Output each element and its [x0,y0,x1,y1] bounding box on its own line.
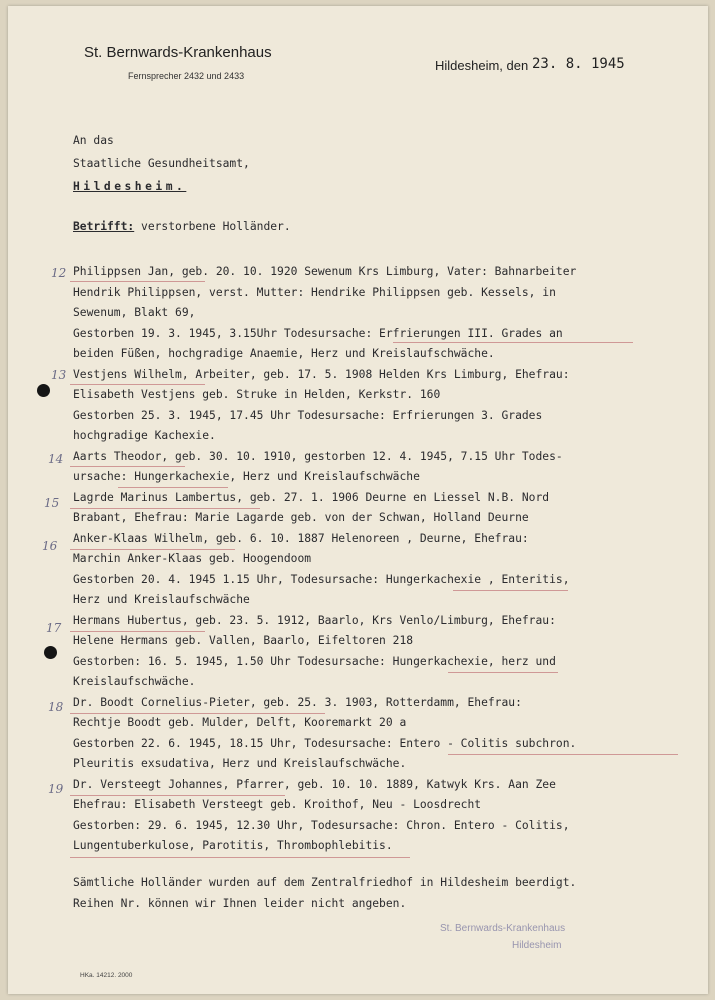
pencil-underline [453,590,568,591]
pencil-underline [70,508,260,509]
hospital-stamp [440,920,565,954]
pencil-underline [70,466,185,467]
margin-number: 15 [44,496,60,510]
entry-line: Rechtje Boodt geb. Mulder, Delft, Kooremarkt 20 a [73,716,407,729]
entry-line: Dr. Versteegt Johannes, Pfarrer, geb. 10. 10. 1889, Katwyk Krs. Aan Zee [73,777,556,791]
entry-line: Elisabeth Vestjens geb. Struke in Helden, Kerkstr. 160 [73,388,441,401]
form-footer-code: HKa. 14212. 2000 [80,972,133,979]
entry-line: Gestorben 25. 3. 1945, 17.45 Uhr Todesursache: Erfrierungen 3. Grades [73,408,543,422]
pencil-underline [70,857,410,858]
subject-line [73,220,291,233]
entry-line: Vestjens Wilhelm, Arbeiter, geb. 17. 5. 1908 Helden Krs Limburg, Ehefrau: [73,367,570,381]
entry-line: Gestorben 19. 3. 1945, 3.15Uhr Todesursache: Erfrierungen III. Grades an [73,326,563,340]
margin-number: 13 [51,368,67,382]
entry-line: Sewenum, Blakt 69, [73,306,196,319]
margin-number: 19 [48,782,64,796]
entry-line: Anker-Klaas Wilhelm, geb. 6. 10. 1887 Helenoreen , Deurne, Ehefrau: [73,531,529,545]
entry-line: Hendrik Philippsen, verst. Mutter: Hendrike Philippsen geb. Kessels, in [73,285,556,299]
closing-paragraph [73,872,703,914]
entry-line: Hermans Hubertus, geb. 23. 5. 1912, Baarlo, Krs Venlo/Limburg, Ehefrau: [73,613,556,627]
letterhead-phone: Fernsprecher 2432 und 2433 [128,71,245,81]
entry-line: Gestorben 22. 6. 1945, 18.15 Uhr, Todesursache: Entero - Colitis subchron. [73,736,577,750]
entry-line: Gestorben: 29. 6. 1945, 12.30 Uhr, Todesursache: Chron. Entero - Colitis, [73,818,570,832]
pencil-underline [448,672,558,673]
pencil-underline [70,384,205,385]
entries-list [73,262,703,857]
margin-number: 14 [48,452,64,466]
pencil-underline [70,631,205,632]
entry [73,447,703,488]
letterhead-city: Hildesheim, den [435,58,529,73]
pencil-underline [70,281,205,282]
pencil-underline [70,795,285,796]
entry-line: Helene Hermans geb. Vallen, Baarlo, Eifeltoren 218 [73,634,414,647]
letterhead-name: St. Bernwards-Krankenhaus [84,44,272,61]
document-page [8,6,708,994]
entry [73,529,703,611]
pencil-underline [70,713,325,714]
recipient-line-3: Hildesheim. [73,180,187,193]
margin-number: 18 [48,700,64,714]
pencil-underline [448,754,678,755]
stamp-line-2: Hildesheim [512,940,562,951]
margin-number: 17 [46,621,62,635]
entry-line: Herz und Kreislaufschwäche [73,593,250,606]
entry-line: Gestorben: 16. 5. 1945, 1.50 Uhr Todesursache: Hungerkachexie, herz und [73,654,556,668]
entry-line: Dr. Boodt Cornelius-Pieter, geb. 25. 3. 1903, Rotterdamm, Ehefrau: [73,695,522,709]
punch-hole [37,384,50,397]
subject-text: verstorbene Holländer. [134,220,291,233]
subject-label: Betrifft: [73,220,135,233]
pencil-underline [118,487,228,488]
entry [73,611,703,693]
entry-line: Pleuritis exsudativa, Herz und Kreislaufschwäche. [73,757,407,770]
letterhead-date: 23. 8. 1945 [532,56,625,72]
margin-number: 12 [51,266,67,280]
closing-line: Sämtliche Holländer wurden auf dem Zentralfriedhof in Hildesheim beerdigt. [73,876,577,889]
entry-line: Brabant, Ehefrau: Marie Lagarde geb. von der Schwan, Holland Deurne [73,511,529,524]
punch-hole [44,646,57,659]
entry [73,775,703,857]
entry-line: Aarts Theodor, geb. 30. 10. 1910, gestorben 12. 4. 1945, 7.15 Uhr Todes- [73,449,563,463]
entry-line: Kreislaufschwäche. [73,675,196,688]
entry-line: hochgradige Kachexie. [73,429,216,442]
entry-line: Lagrde Marinus Lambertus, geb. 27. 1. 1906 Deurne en Liessel N.B. Nord [73,490,550,504]
margin-number: 16 [42,539,58,553]
recipient-line-2: Staatliche Gesundheitsamt, [73,157,250,170]
entry-line: Gestorben 20. 4. 1945 1.15 Uhr, Todesursache: Hungerkachexie , Enteritis, [73,572,570,586]
stamp-line-1: St. Bernwards-Krankenhaus [440,923,566,934]
entry-line: ursache: Hungerkachexie, Herz und Kreislaufschwäche [73,470,420,483]
entry [73,262,703,365]
entry-line: Ehefrau: Elisabeth Versteegt geb. Kroithof, Neu - Loosdrecht [73,798,482,811]
closing-line: Reihen Nr. können wir Ihnen leider nicht angeben. [73,897,407,910]
entry-line: Lungentuberkulose, Parotitis, Thrombophlebitis. [73,839,393,852]
entry-line: Marchin Anker-Klaas geb. Hoogendoom [73,552,312,565]
pencil-underline [393,342,633,343]
pencil-underline [70,549,235,550]
entry-line: Philippsen Jan, geb. 20. 10. 1920 Sewenum Krs Limburg, Vater: Bahnarbeiter [73,265,577,278]
recipient-line-1: An das [73,134,114,147]
entry-line: beiden Füßen, hochgradige Anaemie, Herz und Kreislaufschwäche. [73,347,495,360]
entry [73,693,703,775]
entry [73,365,703,447]
